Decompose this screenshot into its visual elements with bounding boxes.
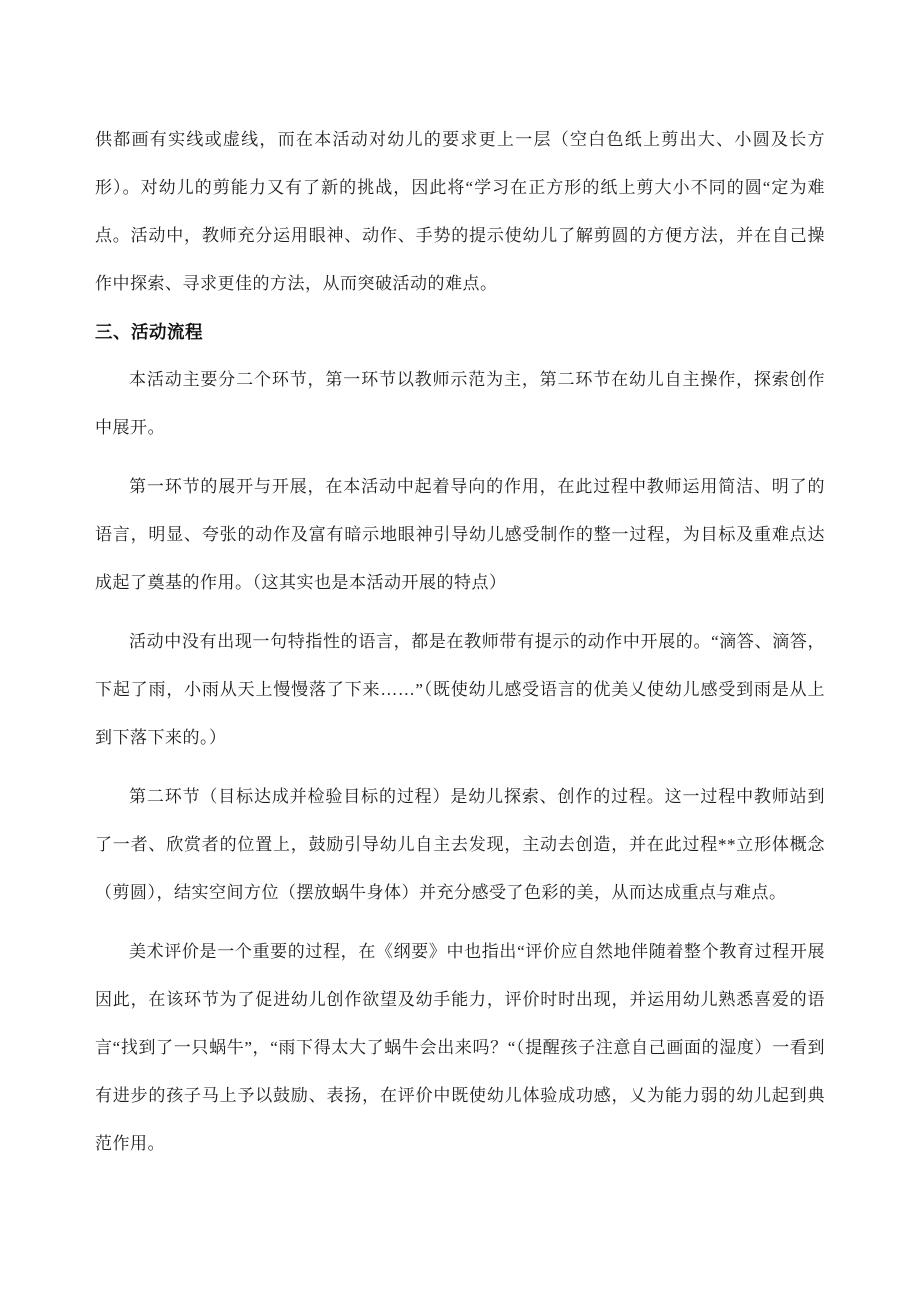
paragraph-art-evaluation: 美术评价是一个重要的过程，在《纲要》中也指出“评价应自然地伴随着整个教育过程开展因此，在该环节为了促进幼儿创作欲望及幼手能力，评价时时出现，并运用幼儿熟悉喜爱的语言“找到了一只蜗牛”，“雨下得太大了蜗牛会出来吗？“（提醒孩子注意自己画面的湿度）一看到有进步的孩子马上予以鼓励、表扬，在评价中既使幼儿体验成功感，乂为能力弱的幼儿起到典范作用。 — [95, 942, 825, 1153]
paragraph-first-stage: 第一环节的展开与开展，在本活动中起着导向的作用，在此过程中教师运用简洁、明了的语言，明显、夸张的动作及富有暗示地眼神引导幼儿感受制作的整一过程，为目标及重难点达成起了奠基的作用。（这其实也是本活动开展的特点） — [95, 477, 825, 592]
section-heading: 三、活动流程 — [95, 322, 203, 342]
paragraph-activity-overview: 本活动主要分二个环节，第一环节以教师示范为主，第二环节在幼儿自主操作，探索创作中展开。 — [95, 370, 825, 437]
paragraph-teacher-language: 活动中没有出现一句特指性的语言，都是在教师带有提示的动作中开展的。“滴答、滴答，下起了雨，小雨从天上慢慢落了下来……”（既使幼儿感受语言的优美乂使幼儿感受到雨是从上到下落下来的。） — [95, 632, 825, 747]
paragraph-continuation: 供都画有实线或虚线，而在本活动对幼儿的要求更上一层（空白色纸上剪出大、小圆及长方形）。对幼儿的剪能力又有了新的挑战，因此将“学习在正方形的纸上剪大小不同的圆“定为难点。活动中，教师充分运用眼神、动作、手势的提示使幼儿了解剪圆的方便方法，并在自己操作中探索、寻求更佳的方法，从而突破活动的难点。 — [95, 130, 825, 293]
paragraph-second-stage: 第二环节（目标达成并检验目标的过程）是幼儿探索、创作的过程。这一过程中教师站到了一者、欣赏者的位置上，鼓励引导幼儿自主去发现，主动去创造，并在此过程**立形体概念（剪圆），结实空间方位（摆放蜗牛身体）并充分感受了色彩的美，从而达成重点与难点。 — [95, 787, 825, 902]
